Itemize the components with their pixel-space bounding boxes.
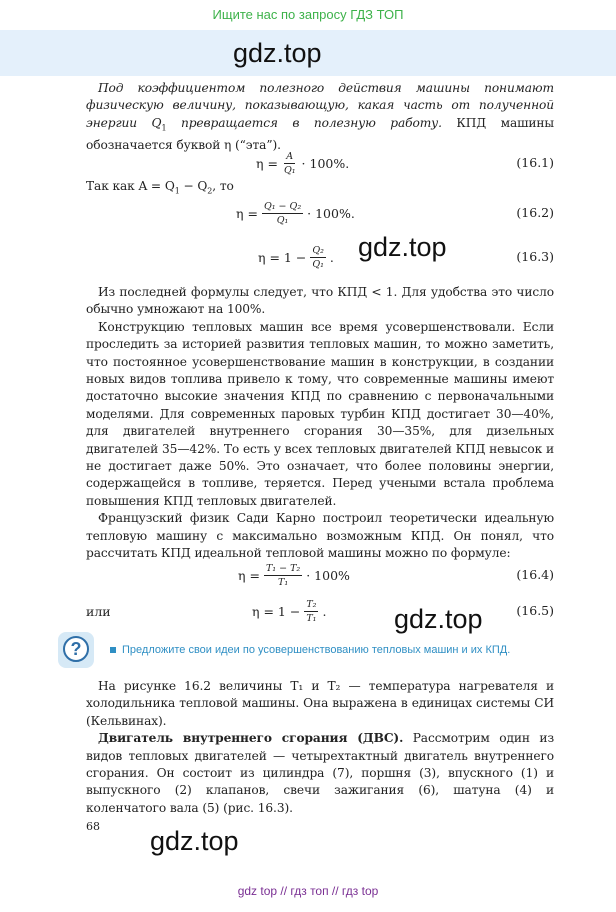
eq-rhs: · 100% xyxy=(306,567,350,583)
definition-text-end: превращается в полезную работу. xyxy=(166,115,442,130)
eq-number: (16.2) xyxy=(516,205,554,220)
watermark: gdz.top xyxy=(233,38,322,68)
eq-lhs: η = xyxy=(238,567,260,583)
eq-rhs: · 100%. xyxy=(301,155,350,171)
eq-lhs: η = 1 − xyxy=(258,249,307,265)
ice-text: Рассмотрим один из видов тепловых двигателей — четырехтактный двигатель внутреннего сгорания. Он состоит из цилиндра (7), поршня (3), впускного (1) и выпускного (2) клапанов, свечи зажигания (6), шатуна (4) и коленчатого вала (5) (рис. 16.3). xyxy=(86,731,554,815)
paragraph-efficiency-definition xyxy=(86,80,554,154)
eq-denominator: T₁ xyxy=(278,576,289,588)
or-label: или xyxy=(86,603,111,619)
bullet-square-icon xyxy=(110,647,116,653)
eq-lhs: η = 1 − xyxy=(252,603,301,619)
paragraph-efficiency-note: Из последней формулы следует, что КПД < 1. Для удобства это число обычно умножают на 100%. xyxy=(86,285,554,317)
eq-lhs: η = xyxy=(256,155,278,171)
eq-denominator: Q₁ xyxy=(276,214,289,226)
eq-numerator: Q₁ − Q₂ xyxy=(263,200,302,212)
top-banner[interactable]: Ищите нас по запросу ГДЗ ТОП xyxy=(0,0,616,28)
eq-denominator: T₁ xyxy=(306,612,317,624)
since-text: Так как A = Q xyxy=(86,179,175,193)
lower-text-block xyxy=(86,678,554,817)
eq-numerator: T₂ xyxy=(306,598,317,610)
paragraph-since: Так как $A = Q_1 - Q_2$, то xyxy=(86,179,234,196)
footer-links[interactable]: gdz top // гдз топ // гдз top xyxy=(237,884,379,898)
watermark: gdz.top xyxy=(150,826,239,856)
eq-rhs: . xyxy=(329,249,334,265)
eq-number: (16.4) xyxy=(516,567,554,582)
main-text-block xyxy=(86,284,554,563)
eq-denominator: Q₁ xyxy=(312,258,324,270)
eq-number: (16.5) xyxy=(516,603,554,618)
paragraph-carnot: Французский физик Сади Карно построил теоретически идеальную тепловую машину с максимально возможным КПД. Он понял, что рассчитать КПД идеальной тепловой машины можно по формуле: xyxy=(86,511,554,561)
eq-numerator: A xyxy=(286,150,294,162)
watermark: gdz.top xyxy=(394,604,483,634)
eq-numerator: T₁ − T₂ xyxy=(265,562,301,574)
eq-rhs: . xyxy=(322,603,327,619)
paragraph-figure-ref: На рисунке 16.2 величины T₁ и T₂ — температура нагревателя и холодильника тепловой машины. Она выражена в единицах системы СИ (Кельвинах). xyxy=(86,679,554,728)
since-mid: − Q xyxy=(179,179,208,193)
watermark: gdz.top xyxy=(358,232,447,262)
eq-denominator: Q₁ xyxy=(283,164,296,176)
equation-16-5 xyxy=(86,594,554,628)
page-number: 68 xyxy=(86,820,100,833)
eq-numerator: Q₂ xyxy=(312,244,324,256)
eq-number: (16.1) xyxy=(516,155,554,170)
ice-heading: Двигатель внутреннего сгорания (ДВС). xyxy=(98,731,404,746)
equation-16-4 xyxy=(86,558,554,592)
paragraph-history: Конструкцию тепловых машин все время усовершенствовали. Если проследить за историей развития тепловых машин, то можно заметить, что постоянное усовершенствование машин в конструкции, в создании новых видов топлива привело к тому, что современные машины имеют достаточно высокие значения КПД по сравнению с первоначальными моделями. Для современных паровых турбин КПД достигает 30—40%, для двигателей внутреннего сгорания 30—35%, для дизельных двигателей 35—42%. То есть у всех тепловых двигателей КПД невысок и не достигает даже 50%. Это означает, что более половины энергии, содержащейся в топливе, теряется. Перед учеными встала проблема повышения КПД тепловых двигателей. xyxy=(86,319,554,508)
equation-16-1 xyxy=(86,146,554,180)
eq-rhs: · 100%. xyxy=(307,205,355,221)
equation-16-2 xyxy=(86,196,554,230)
question-icon: ? xyxy=(58,632,94,668)
paragraph-ice xyxy=(86,730,554,817)
eq-number: (16.3) xyxy=(516,249,554,264)
question-prompt xyxy=(110,644,510,656)
question-text: Предложите свои идеи по усовершенствованию тепловых машин и их КПД. xyxy=(122,644,511,656)
definition-plain: КПД машины обозначается буквой η (“эта”). xyxy=(86,115,554,152)
since-end: , то xyxy=(212,179,234,193)
definition-text: Под коэффициентом полезного действия машины понимают физическую величину, показывающую, какая часть от полученной энергии Q xyxy=(86,81,554,130)
eq-lhs: η = xyxy=(236,205,258,221)
equation-16-3 xyxy=(86,240,554,274)
subscript: 1 xyxy=(161,123,167,133)
